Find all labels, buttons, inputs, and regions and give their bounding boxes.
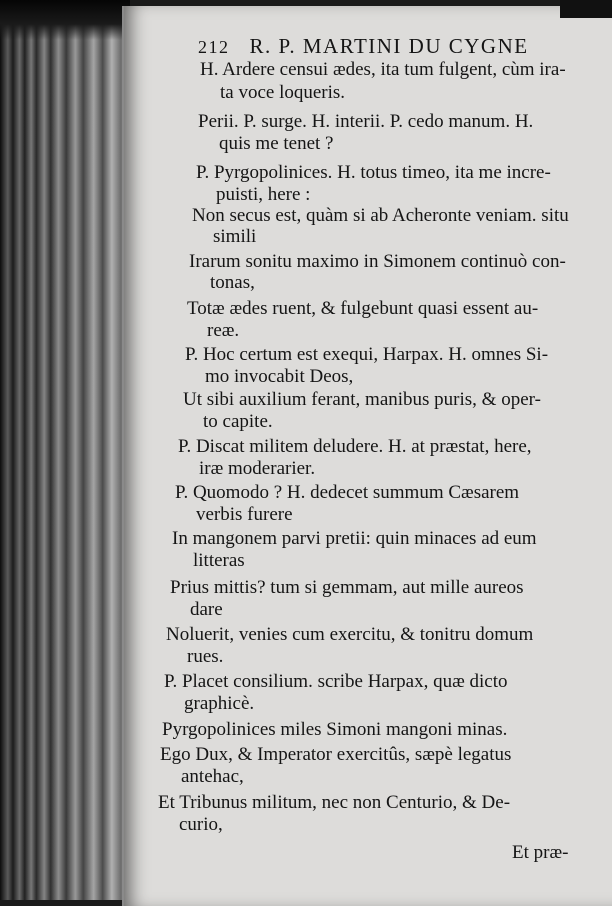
text-line: iræ moderarier. (199, 458, 316, 479)
text-line: P. Placet consilium. scribe Harpax, quæ dicto (164, 671, 508, 692)
text-line: Irarum sonitu maximo in Simonem continuò con- (189, 251, 566, 272)
text-line: P. Hoc certum est exequi, Harpax. H. omnes Si- (185, 344, 549, 365)
text-line: puisti, here : (216, 184, 311, 205)
page-header (198, 34, 529, 59)
catchword: Et præ- (512, 842, 569, 863)
book-shadow (0, 0, 130, 40)
top-dark-corner (560, 0, 612, 18)
text-line: Totæ ædes ruent, & fulgebunt quasi essent au- (187, 298, 539, 319)
text-line: P. Quomodo ? H. dedecet summum Cæsarem (175, 482, 520, 503)
text-line: In mangonem parvi pretii: quin minaces ad eum (172, 528, 537, 549)
text-line: reæ. (207, 320, 240, 341)
text-line: P. Discat militem deludere. H. at præstat, here, (178, 436, 532, 457)
text-line: rues. (187, 646, 224, 667)
text-line: Pyrgopolinices miles Simoni mangoni minas. (162, 719, 508, 740)
text-line: dare (190, 599, 223, 620)
running-title: R. P. MARTINI DU CYGNE (249, 34, 529, 58)
text-line: curio, (179, 814, 223, 835)
page-number: 212 (198, 37, 230, 57)
text-line: Perii. P. surge. H. interii. P. cedo manum. H. (198, 111, 534, 132)
text-line: ta voce loqueris. (220, 82, 346, 103)
text-line: P. Pyrgopolinices. H. totus timeo, ita me incre- (196, 162, 551, 183)
text-line: Non secus est, quàm si ab Acheronte veniam. situ (192, 205, 569, 226)
text-line: quis me tenet ? (219, 133, 334, 154)
book-page-edges (0, 0, 130, 900)
text-line: mo invocabit Deos, (205, 366, 354, 387)
text-line: litteras (193, 550, 245, 571)
text-line: antehac, (181, 766, 244, 787)
text-line: H. Ardere censui ædes, ita tum fulgent, cùm ira- (200, 59, 566, 80)
text-line: Ut sibi auxilium ferant, manibus puris, & oper- (183, 389, 541, 410)
text-line: verbis furere (196, 504, 293, 525)
text-line: to capite. (203, 411, 273, 432)
text-line: Prius mittis? tum si gemmam, aut mille aureos (170, 577, 524, 598)
text-line: simili (213, 226, 257, 247)
text-line: graphicè. (184, 693, 255, 714)
text-line: Ego Dux, & Imperator exercitûs, sæpè legatus (160, 744, 512, 765)
text-line: Et Tribunus militum, nec non Centurio, & De- (158, 792, 511, 813)
text-line: tonas, (210, 272, 255, 293)
text-line: Noluerit, venies cum exercitu, & tonitru domum (166, 624, 534, 645)
